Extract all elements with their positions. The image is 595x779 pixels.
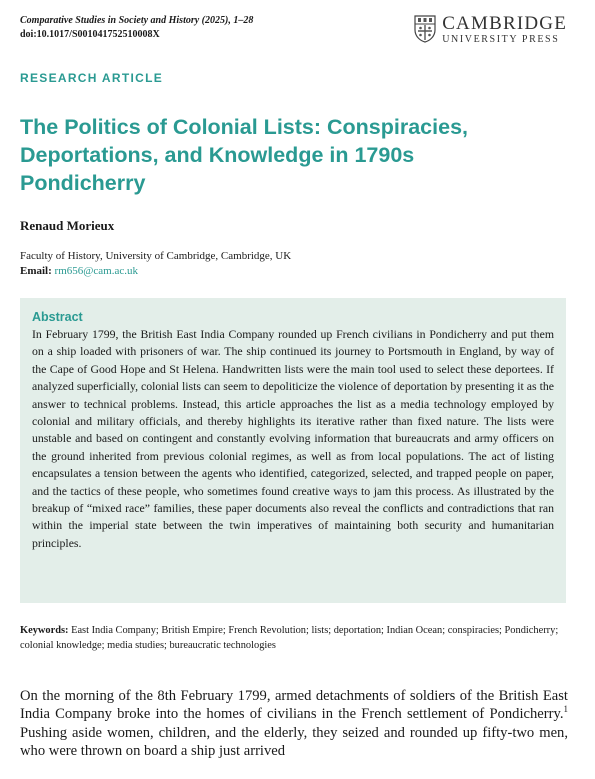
author-name: Renaud Morieux [20, 218, 115, 233]
author-affiliation: Faculty of History, University of Cambridge, Cambridge, UK [20, 250, 292, 262]
abstract-text: In February 1799, the British East India Company rounded up French civilians in Pondicherry and put them on a ship loaded with prisoners of war. The ship continued its journey to Portsmouth in England, by way of the Cape of Good Hope and St Helena. Handwritten lists were the main tool used to select these deportees. If analyzed superficially, colonial lists can seem to depoliticize the violence of deportation by presenting it as the answer to technical problems. Instead, this article approaches the list as a media technology employed by colonial and military officials, and thereby highlights its iterative rather than fixed nature. The lists were unstable and based on contingent and constantly evolving information that bureaucrats and army officers on the ground inherited from previous colonial regimes, as well as from local populations. The act of listing encapsulates a tension between the agents who identified, categorized, selected, and trapped people on paper, and the tactics of these people, who sometimes found creative ways to jam this process. As illustrated by the breakup of “mixed race” families, these paper documents also reveal the conflicts and contradictions that ran within the imperial state between the twin imperatives of maintaining both security and humanitarian principles. [32, 327, 554, 550]
publisher-subtitle: UNIVERSITY PRESS [442, 34, 560, 45]
abstract-heading: Abstract [32, 310, 83, 324]
footnote-marker[interactable]: 1 [563, 704, 568, 715]
article-type-label: RESEARCH ARTICLE [20, 71, 164, 85]
keywords-list: East India Company; British Empire; French Revolution; lists; deportation; Indian Ocean; conspiracies; Pondicherry; colonial knowledge; media studies; bureaucratic technologies [20, 625, 559, 651]
email-line [20, 263, 138, 279]
publisher-logo [414, 14, 567, 46]
journal-citation: Comparative Studies in Society and History (2025), 1–28 [20, 15, 254, 26]
keywords-label: Keywords: [20, 625, 69, 636]
body-text-part2: Pushing aside women, children, and the elderly, they seized and rounded up fifty-two men, who were thrown on board a ship just arrived [20, 724, 568, 760]
journal-header [20, 14, 253, 42]
body-paragraph [20, 687, 568, 761]
doi-line [20, 28, 253, 42]
doi-prefix: doi: [20, 29, 37, 40]
abstract-box [20, 298, 566, 603]
article-title: The Politics of Colonial Lists: Conspiracies, Deportations, and Knowledge in 1790s Pondicherry [20, 115, 468, 195]
keywords [20, 623, 570, 653]
cambridge-shield-icon [414, 15, 436, 43]
publisher-name: CAMBRIDGE [442, 13, 567, 34]
email-link[interactable]: rm656@cam.ac.uk [54, 265, 138, 277]
email-label: Email: [20, 265, 52, 277]
doi-link[interactable]: 10.1017/S001041752510008X [36, 29, 160, 40]
body-text-part1: On the morning of the 8th February 1799, armed detachments of soldiers of the British East India Company broke into the homes of civilians in the French settlement of Pondicherry. [20, 688, 568, 723]
publisher-wordmark [442, 14, 567, 46]
